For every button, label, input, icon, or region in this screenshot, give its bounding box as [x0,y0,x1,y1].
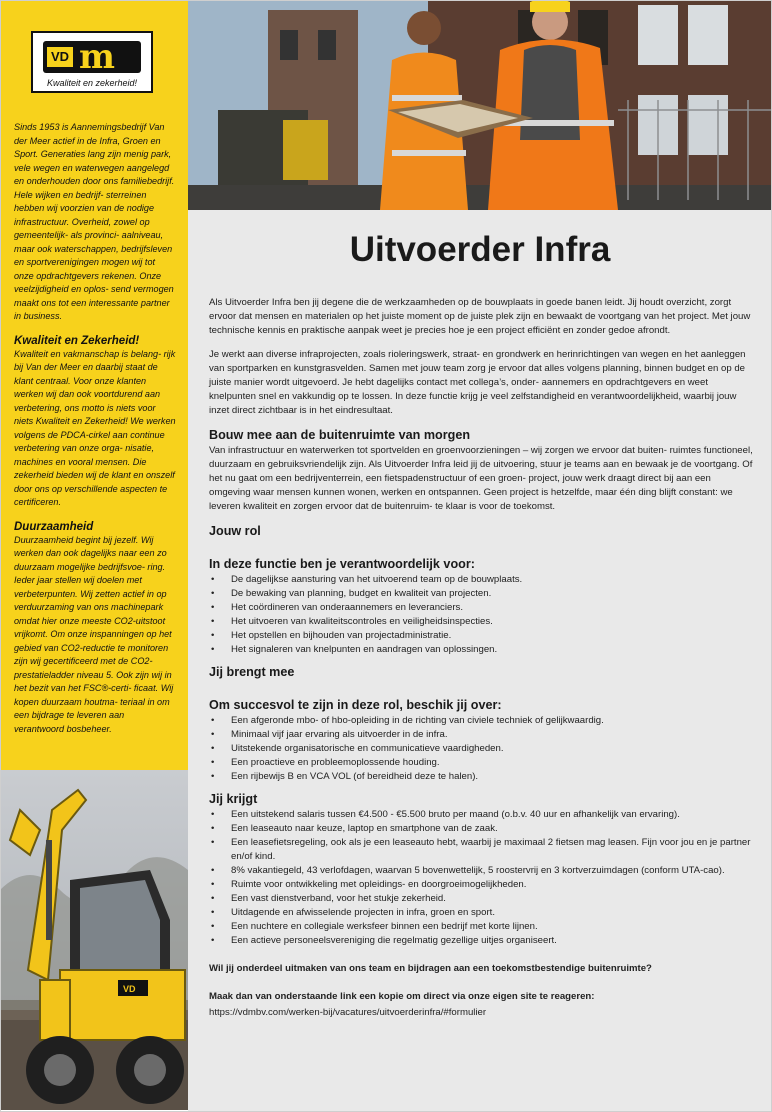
list-item: • De dagelijkse aansturing van het uitvoerend team op de bouwplaats. [209,573,754,587]
list-item: • Een vast dienstverband, voor het stukje zekerheid. [209,892,754,906]
sustainability-text: Duurzaamheid begint bij jezelf. Wij werken dan ook dagelijks naar een zo duurzaam mogelijke bedrijfsvoe- ring. Ieder jaar stellen wij doelen met verbeterpunten. Wij zetten actief in op verduurzaming van ons machinepark omdat hier onze meeste CO2-uitstoot vrijkomt. Om onze inspanningen op het gebied van CO2-reductie te monitoren zijn wij gecertificeerd met de CO2-prestatieladder niveau 5. Ook zijn wij in het bezit van het FSC®-certi- ficaat. Wij kopen duurzaam houtma- teriaal in om een bijdrage te leveren aan verantwoord bosbeheer. [14,534,174,734]
requirements-list [209,714,754,784]
intro-paragraph-1: Als Uitvoerder Infra ben jij degene die de werkzaamheden op de bouwplaats in goede banen leidt. Jij houdt overzicht, zorgt ervoor dat mensen en materialen op het juiste moment op de juiste plek zijn en bewaakt de voortgang van het project. Met jouw technische kennis en praktische aanpak weet je precies hoe je een project efficiënt en zonder gedoe afrondt. [209,297,751,336]
hero-illustration [188,0,772,210]
quality-heading: Kwaliteit en Zekerheid! [14,334,140,347]
list-item: • Een uitstekend salaris tussen €4.500 - €5.500 bruto per maand (o.b.v. 40 uur en afhankelijk van ervaring). [209,808,754,822]
get-heading: Jij krijgt [209,792,258,806]
bring-heading: Jij brengt mee [209,665,295,679]
list-item: • Een actieve personeelsvereniging die regelmatig gezellige uitjes organiseert. [209,934,754,948]
excavator-illustration [0,770,188,1110]
logo-tagline: Kwaliteit en zekerheid! [46,78,138,88]
vacancy-body [209,296,754,1030]
page-title: Uitvoerder Infra [349,230,611,269]
list-item: • Ruimte voor ontwikkeling met opleidings- en doorgroeimogelijkheden. [209,878,754,892]
main-content [188,210,772,1112]
intro-paragraph-2: Je werkt aan diverse infraprojecten, zoals rioleringswerk, straat- en grondwerk en herinrichtingen van wegen en het aanleggen van sportparken en kunstgrasvelden. Samen met jouw team zorg je ervoor dat alles volgens planning, binnen budget en op de juiste manier wordt uitgevoerd. Je hebt dagelijks contact met collega’s, onder- aannemers en opdrachtgevers en weet knelpunten snel en vakkundig op te lossen. In deze functie krijg je veel zelfstandigheid en verantwoordelijkheid, waarbij jouw inzet direct zichtbaar is in het eindresultaat. [209,349,746,416]
sidebar [0,0,188,770]
list-item: • Een rijbewijs B en VCA VOL (of bereidheid deze te halen). [209,770,754,784]
list-item: • Een proactieve en probleemoplossende houding. [209,756,754,770]
sidebar-intro: Sinds 1953 is Aannemingsbedrijf Van der Meer actief in de Infra, Groen en Sport. Generaties lang zijn menig park, vele wegen en waterwegen aangelegd en onderhouden door ons familiebedrijf. Hele wijken en bedrijf- sterreinen hebben wij voorzien van de nodige infrastructuur. Overheid, zowel op gemeentelijk- als provinci- aalniveau, maar ook waterschappen, bedrijfsleven en sportverenigingen mogen wij tot onze opdrachtgevers rekenen. Onze veelzijdigheid en oplos- send vermogen maakt ons tot een interessante partner in business. [14,122,175,321]
list-item: • Een nuchtere en collegiale werksfeer binnen een bedrijf met korte lijnen. [209,920,754,934]
list-item: • Het coördineren van onderaannemers en leveranciers. [209,601,754,615]
logo-letters: VD [47,47,73,67]
logo-mark [43,37,141,77]
list-item: • De bewaking van planning, budget en kwaliteit van projecten. [209,587,754,601]
list-item: • Uitstekende organisatorische en communicatieve vaardigheden. [209,742,754,756]
list-item: • Een leaseauto naar keuze, laptop en smartphone van de zaak. [209,822,754,836]
responsibilities-list [209,573,754,657]
list-item: • Het uitvoeren van kwaliteitscontroles en veiligheidsinspecties. [209,615,754,629]
quality-text: Kwaliteit en vakmanschap is belang- rijk bij Van der Meer en daarbij staat de klant centraal. Voor onze klanten werken wij dan ook voortdurend aan verbetering, ons motto is niets voor niets Kwaliteit en Zekerheid! We werken volgens de PDCA-cirkel aan continue verbetering van onze orga- nisatie, machines en vooral mensen. Die zekerheid bieden wij de klant en onszelf door ons op verschillende aspecten te certificeren. [14,348,176,507]
sidebar-text [14,121,176,746]
success-heading: Om succesvol te zijn in deze rol, beschik jij over: [209,698,502,712]
list-item: • Een afgeronde mbo- of hbo-opleiding in de richting van civiele techniek of gelijkwaardig. [209,714,754,728]
role-heading: Jouw rol [209,524,261,538]
list-item: • 8% vakantiegeld, 43 verlofdagen, waarvan 5 bovenwettelijk, 5 roostervrij en 3 kortverzuimdagen (conform UTA-cao). [209,864,754,878]
sustainability-heading: Duurzaamheid [14,520,94,533]
list-item: • Een leasefietsregeling, ook als je een leaseauto hebt, waarbij je maximaal 2 fietsen mag leasen. Fijn voor jou en je partner en/of kind. [209,836,754,864]
list-item: • Minimaal vijf jaar ervaring als uitvoerder in de infra. [209,728,754,742]
hero-photo [188,0,772,210]
benefits-list [209,808,754,948]
list-item: • Het signaleren van knelpunten en aandragen van oplossingen. [209,643,754,657]
excavator-photo [0,770,188,1110]
svg-text:VD: VD [123,984,136,994]
responsibilities-heading: In deze functie ben je verantwoordelijk voor: [209,557,475,571]
list-item: • Uitdagende en afwisselende projecten in infra, groen en sport. [209,906,754,920]
company-logo [31,31,153,93]
cta-instruction: Maak dan van onderstaande link een kopie om direct via onze eigen site te reageren: [209,991,595,1002]
logo-m: m [79,37,113,77]
list-item: • Het opstellen en bijhouden van projectadministratie. [209,629,754,643]
cta-question: Wil jij onderdeel uitmaken van ons team en bijdragen aan een toekomstbestendige buitenruimte? [209,963,652,974]
build-paragraph: Van infrastructuur en waterwerken tot sportvelden en groenvoorzieningen – wij zorgen we ervoor dat buiten- ruimtes functioneel, duurzaam en gebruiksvriendelijk zijn. Als Uitvoerder Infra leid jij de uitvoering, stuur je teams aan en bewaak je de voortgang. Of het nu gaat om een bedrijventerrein, een fietspadenstructuur of een groen- project, jouw werk draagt direct bij aan een omgeving waar mensen kunnen wonen, werken en ontspannen. Geen project is hetzelfde, maar één ding blijft constant: we leveren kwaliteit en zorgen ervoor dat de buitenruim- te klaar is voor de toekomst. [209,445,753,512]
build-heading: Bouw mee aan de buitenruimte van morgen [209,428,471,442]
application-link[interactable]: https://vdmbv.com/werken-bij/vacatures/uitvoerderinfra/#formulier [209,1007,487,1018]
